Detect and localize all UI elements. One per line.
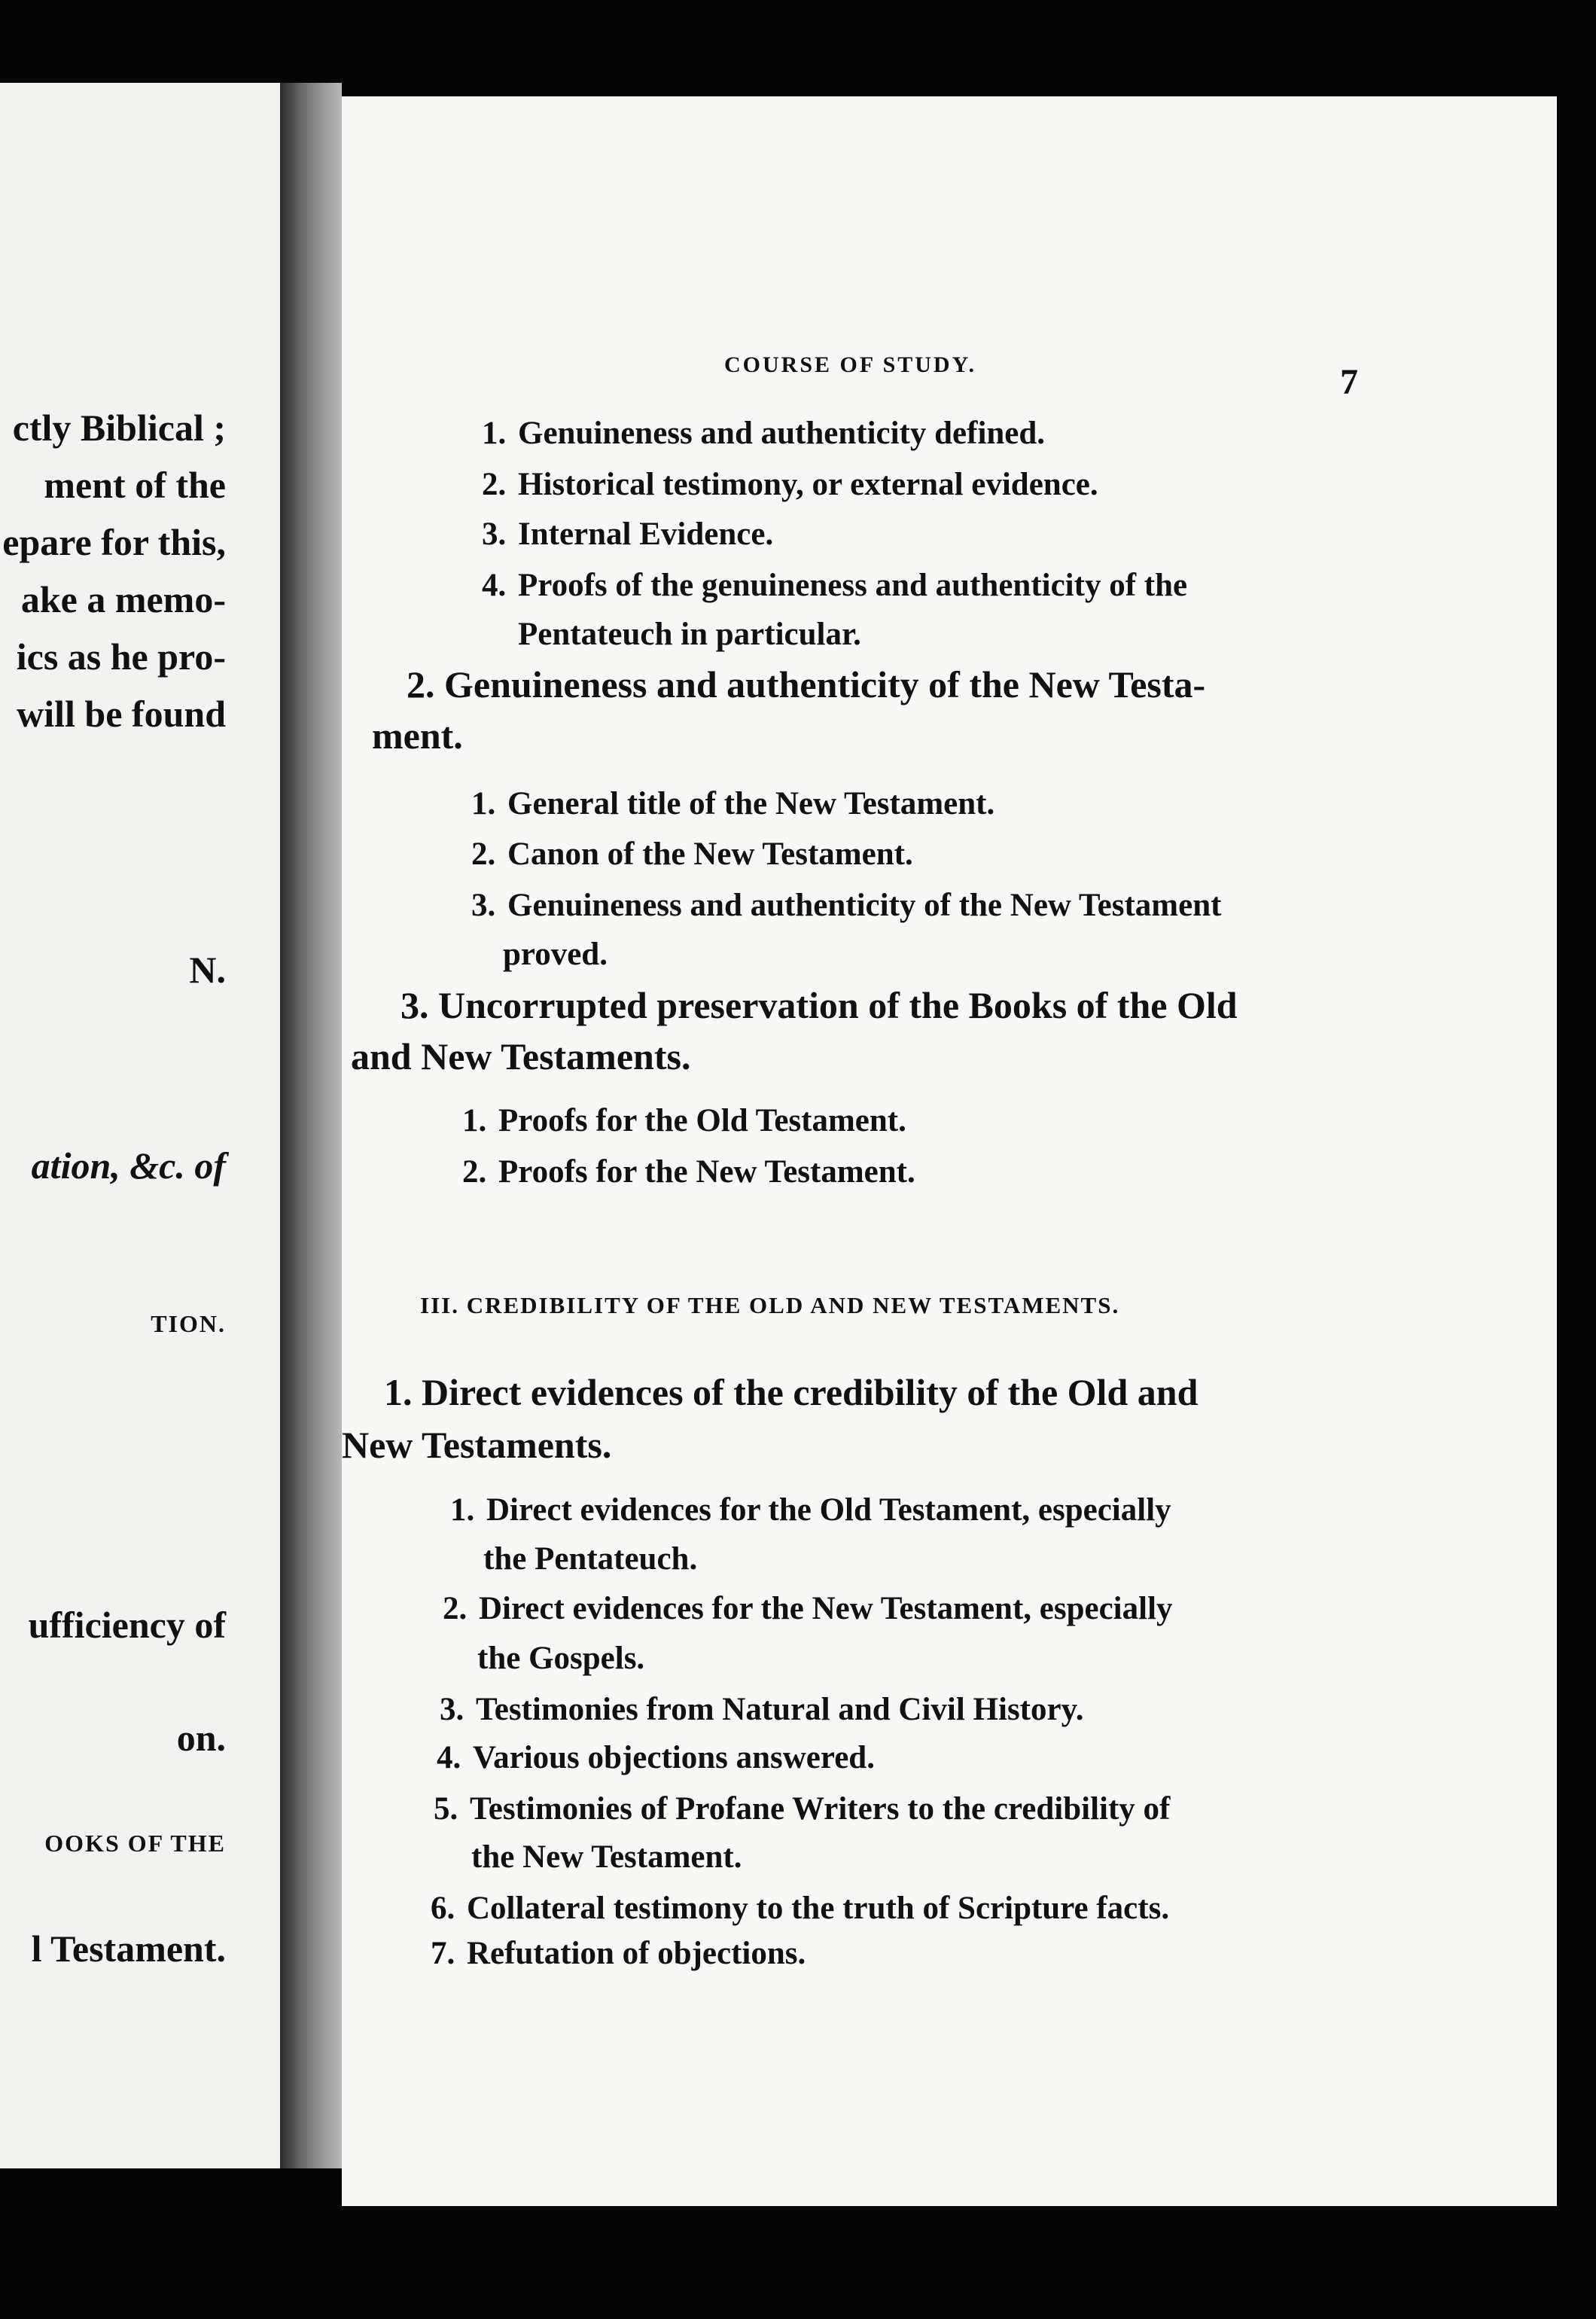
running-head: COURSE OF STUDY. [724,352,977,377]
list-item: 1. Proofs for the Old Testament. [462,1103,906,1138]
list-item: 3. Internal Evidence. [482,517,774,552]
list-item: 2. Proofs for the New Testament. [462,1154,915,1190]
list-item: 4. Various objections answered. [437,1740,875,1775]
paragraph-line: 1. Direct evidences of the credibility of the Old and [384,1371,1199,1413]
left-line: ufficiency of [28,1604,226,1646]
list-item-continuation: proved. [503,937,608,972]
left-line: ics as he pro- [16,635,226,678]
paragraph-line: ment. [372,715,463,757]
left-line: l Testament. [31,1927,226,1970]
left-line: epare for this, [2,521,226,563]
list-item: 3. Testimonies from Natural and Civil History. [440,1692,1084,1727]
paragraph-line: New Testaments. [342,1424,612,1466]
paragraph-line: 3. Uncorrupted preservation of the Books of the Old [401,984,1238,1026]
right-page [342,96,1557,2206]
left-line: ation, &c. of [31,1144,226,1187]
page-number: 7 [1340,362,1358,402]
list-item: 7. Refutation of objections. [431,1936,806,1971]
left-line: will be found [17,693,226,735]
left-line: ment of the [44,464,226,506]
left-page [0,83,280,2168]
left-line: ctly Biblical ; [12,407,226,449]
list-item: 2. Direct evidences for the New Testament, especially [443,1591,1173,1626]
list-item: 1. Direct evidences for the Old Testament, especially [450,1492,1171,1528]
left-line: TION. [151,1310,226,1337]
list-item: 4. Proofs of the genuineness and authenticity of the [482,568,1188,603]
list-item: 2. Canon of the New Testament. [471,836,913,872]
list-item-continuation: the Gospels. [477,1641,645,1676]
book-gutter [280,83,342,2168]
paragraph-line: and New Testaments. [351,1035,691,1077]
section-heading: III. CREDIBILITY OF THE OLD AND NEW TESTAMENTS. [420,1292,1120,1318]
list-item-continuation: the Pentateuch. [483,1541,698,1577]
list-item: 5. Testimonies of Profane Writers to the credibility of [434,1791,1171,1827]
left-line: ake a memo- [20,578,226,620]
list-item: 3. Genuineness and authenticity of the New Testament [471,888,1222,923]
left-line: on. [176,1717,226,1759]
list-item-continuation: the New Testament. [471,1839,742,1875]
list-item: 1. Genuineness and authenticity defined. [482,416,1046,451]
list-item: 6. Collateral testimony to the truth of Scripture facts. [431,1891,1170,1926]
list-item: 1. General title of the New Testament. [471,786,995,821]
list-item: 2. Historical testimony, or external evidence. [482,467,1098,502]
list-item-continuation: Pentateuch in particular. [518,617,861,652]
left-line: OOKS OF THE [44,1830,226,1857]
paragraph-line: 2. Genuineness and authenticity of the New Testa- [407,663,1206,705]
left-line: N. [189,949,226,991]
